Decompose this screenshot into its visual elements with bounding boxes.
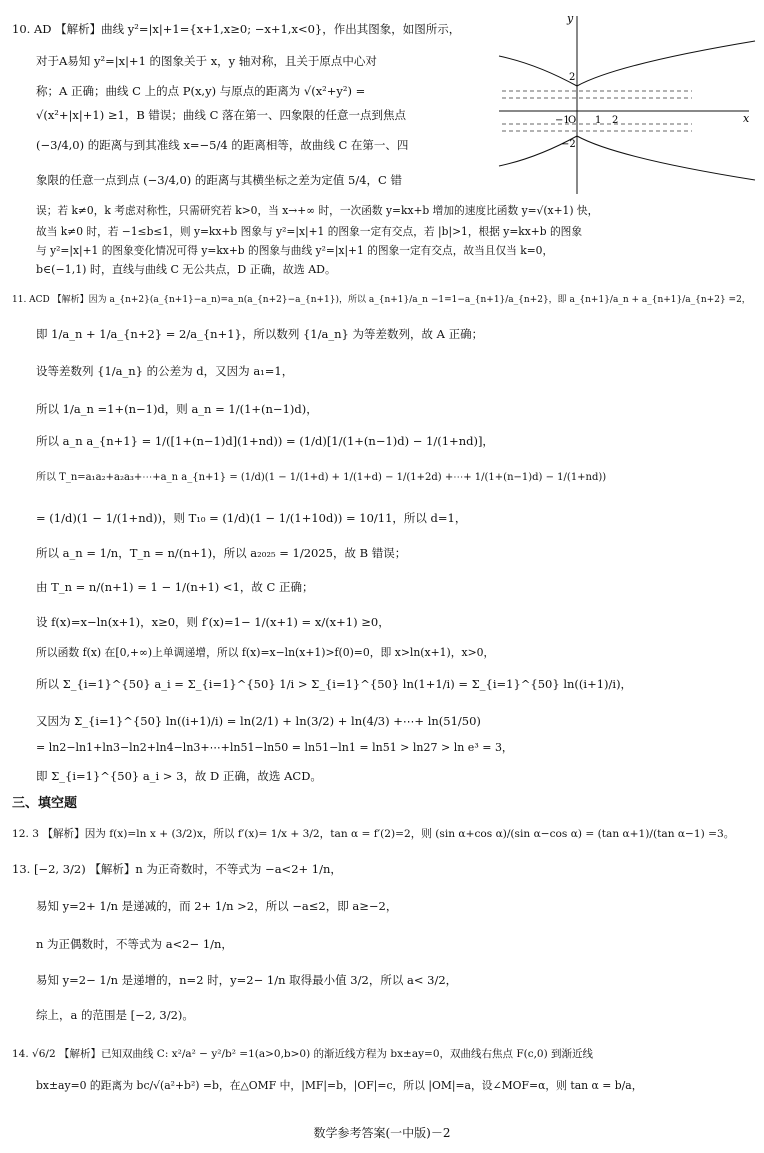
q12-line: 12. 3 【解析】因为 f(x)=ln x + (3/2)x，所以 f′(x)= 1/x + 3/2，tan α = f′(2)=2，则 (sin α+cos α)/(sin α−cos α) = (tan α+1)/(tan α−1) =3。 bbox=[12, 828, 735, 840]
q11-line-7: = (1/d)(1 − 1/(1+nd))，则 T₁₀ = (1/d)(1 − 1/(1+10d)) = 10/11，所以 d=1， bbox=[36, 511, 467, 525]
q11-line-12: 所以 Σ_{i=1}^{50} a_i = Σ_{i=1}^{50} 1/i > Σ_{i=1}^{50} ln(1+1/i) = Σ_{i=1}^{50} ln((i+1)/i)， bbox=[36, 677, 633, 691]
curve-graph bbox=[497, 8, 759, 198]
q10-line-8: 故当 k≠0 时，若 −1≤b≤1，则 y=kx+b 图象与 y²=|x|+1 的图象一定有交点，若 |b|>1，根据 y=kx+b 的图象 bbox=[36, 225, 583, 238]
q11-line-11: 所以函数 f(x) 在[0,+∞)上单调递增，所以 f(x)=x−ln(x+1)>f(0)=0，即 x>ln(x+1)，x>0， bbox=[36, 646, 495, 659]
q11-line-13: 又因为 Σ_{i=1}^{50} ln((i+1)/i) = ln(2/1) + ln(3/2) + ln(4/3) +⋯+ ln(51/50) bbox=[36, 714, 481, 728]
q11-line-10: 设 f(x)=x−ln(x+1)，x≥0，则 f′(x)=1− 1/(x+1) = x/(x+1) ≥0， bbox=[36, 615, 390, 629]
q11-line-6: 所以 T_n=a₁a₂+a₂a₃+⋯+a_n a_{n+1} = (1/d)(1 − 1/(1+d) + 1/(1+d) − 1/(1+2d) +⋯+ 1/(1+(n−1)d) − 1/(1+nd)) bbox=[36, 472, 607, 483]
q11-line-3: 设等差数列 {1/a_n} 的公差为 d，又因为 a₁=1， bbox=[36, 364, 294, 378]
tick-y-neg2: −2 bbox=[561, 139, 576, 150]
q14-line-2: bx±ay=0 的距离为 bc/√(a²+b²) =b，在△OMF 中，|MF|=b，|OF|=c，所以 |OM|=a，设∠MOF=α，则 tan α = b/a， bbox=[36, 1079, 643, 1092]
y-axis-label: y bbox=[567, 12, 574, 25]
q11-line-4: 所以 1/a_n =1+(n−1)d，则 a_n = 1/(1+(n−1)d)， bbox=[36, 402, 318, 416]
q13-line-1: 13. [−2, 3/2) 【解析】n 为正奇数时，不等式为 −a<2+ 1/n， bbox=[12, 862, 342, 876]
tick-x-neg1: −1 bbox=[555, 115, 570, 126]
q10-line-6: 象限的任意一点到点 (−3/4,0) 的距离与其横坐标之差为定值 5/4，C 错 bbox=[36, 173, 403, 187]
q11-line-8: 所以 a_n = 1/n，T_n = n/(n+1)，所以 a₂₀₂₅ = 1/2025，故 B 错误； bbox=[36, 546, 407, 560]
q14-line-1: 14. √6/2 【解析】已知双曲线 C: x²/a² − y²/b² =1(a>0,b>0) 的渐近线方程为 bx±ay=0，双曲线右焦点 F(c,0) 到渐近线 bbox=[12, 1048, 594, 1060]
q10-line-2: 对于A易知 y²=|x|+1 的图象关于 x，y 轴对称，且关于原点中心对 bbox=[36, 54, 377, 68]
curve-upper bbox=[499, 41, 755, 86]
q13-line-4: 易知 y=2− 1/n 是递增的，n=2 时，y=2− 1/n 取得最小值 3/2，所以 a< 3/2， bbox=[36, 973, 458, 987]
q13-line-3: n 为正偶数时，不等式为 a<2− 1/n， bbox=[36, 937, 233, 951]
q13-line-5: 综上，a 的范围是 [−2, 3/2)。 bbox=[36, 1008, 194, 1022]
x-axis-label: x bbox=[743, 112, 750, 125]
curve-lower bbox=[499, 136, 755, 180]
q10-line-1: 10. AD 【解析】曲线 y²=|x|+1={x+1,x≥0; −x+1,x<0}，作出其图象，如图所示， bbox=[12, 22, 461, 36]
q10-line-5: (−3/4,0) 的距离与到其准线 x=−5/4 的距离相等，故曲线 C 在第一、四 bbox=[36, 138, 409, 152]
tick-x-1: 1 bbox=[595, 115, 602, 126]
q11-line-5: 所以 a_n a_{n+1} = 1/([1+(n−1)d](1+nd)) = (1/d)[1/(1+(n−1)d) − 1/(1+nd)]， bbox=[36, 434, 494, 448]
q10-line-9: 与 y²=|x|+1 的图象变化情况可得 y=kx+b 的图象与曲线 y²=|x|+1 的图象一定有交点，故当且仅当 k=0， bbox=[36, 244, 554, 257]
page-footer: 数学参考答案(一中版)－2 bbox=[313, 1126, 451, 1140]
q10-line-4: √(x²+|x|+1) ≥1，B 错误；曲线 C 落在第一、四象限的任意一点到焦点 bbox=[36, 108, 407, 122]
section-heading: 三、填空题 bbox=[12, 796, 78, 811]
q13-line-2: 易知 y=2+ 1/n 是递减的，而 2+ 1/n >2，所以 −a≤2，即 a≥−2， bbox=[36, 899, 398, 913]
q11-line-2: 即 1/a_n + 1/a_{n+2} = 2/a_{n+1}，所以数列 {1/a_n} 为等差数列，故 A 正确； bbox=[36, 327, 484, 341]
tick-origin: O bbox=[568, 115, 577, 126]
q10-line-7: 误；若 k≠0，k 考虑对称性，只需研究若 k>0，当 x→+∞ 时，一次函数 y=kx+b 增加的速度比函数 y=√(x+1) 快， bbox=[36, 204, 599, 217]
q11-line-15: 即 Σ_{i=1}^{50} a_i > 3，故 D 正确，故选 ACD。 bbox=[36, 769, 322, 783]
tick-y-2: 2 bbox=[569, 72, 576, 83]
q10-line-3: 称；A 正确；曲线 C 上的点 P(x,y) 与原点的距离为 √(x²+y²) = bbox=[36, 84, 366, 98]
tick-x-2: 2 bbox=[612, 115, 619, 126]
q11-line-1: 11. ACD 【解析】因为 a_{n+2}(a_{n+1}−a_n)=a_n(a_{n+2}−a_{n+1})，所以 a_{n+1}/a_n −1=1−a_{n+1}/a_{n+2}，即 a_{n+1}/a_n + a_{n+1}/a_{n+2} =2， bbox=[12, 295, 751, 305]
q11-line-9: 由 T_n = n/(n+1) = 1 − 1/(n+1) <1，故 C 正确； bbox=[36, 580, 314, 594]
q11-line-14: = ln2−ln1+ln3−ln2+ln4−ln3+⋯+ln51−ln50 = ln51−ln1 = ln51 > ln27 > ln e³ = 3， bbox=[36, 741, 513, 754]
q10-line-10: b∈(−1,1) 时，直线与曲线 C 无公共点，D 正确，故选 AD。 bbox=[36, 263, 336, 276]
